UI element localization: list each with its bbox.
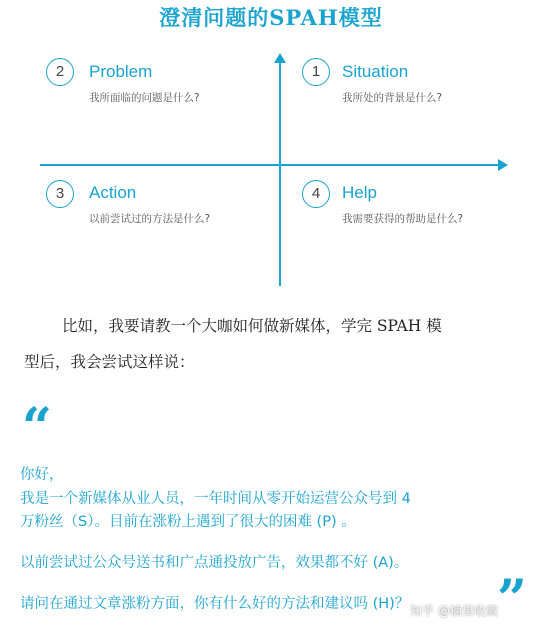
open-quote-icon: “	[22, 397, 52, 458]
message-line: 万粉丝（S）。目前在涨粉上遇到了很大的困难 (P) 。	[20, 514, 356, 530]
quadrant-number-badge: 2	[46, 58, 74, 86]
spah-quadrant-diagram	[0, 0, 542, 300]
quadrant-title: Help	[342, 183, 377, 202]
right-arrow-icon	[498, 159, 508, 171]
quadrant-title: Situation	[342, 62, 409, 81]
watermark: 知乎 @楠果收藏	[410, 604, 498, 618]
quadrant-title: Problem	[89, 62, 153, 81]
message-line: 我是一个新媒体从业人员，一年时间从零开始运营公众号到 4	[20, 491, 411, 507]
message-line: 以前尝试过公众号送书和广点通投放广告，效果都不好 (A)。	[20, 555, 409, 571]
message-greeting: 你好，	[20, 467, 64, 483]
quadrant-number-badge: 4	[302, 180, 330, 208]
quadrant-number-badge: 1	[302, 58, 330, 86]
page-title: 澄清问题的SPAH模型	[159, 5, 383, 30]
body-paragraph-line: 型后，我会尝试这样说：	[24, 353, 195, 371]
horizontal-axis	[40, 164, 502, 166]
quadrant-subtitle: 我所面临的问题是什么?	[89, 92, 200, 104]
vertical-axis	[279, 62, 281, 286]
quadrant-title: Action	[89, 183, 137, 202]
quadrant-subtitle: 以前尝试过的方法是什么?	[89, 213, 211, 225]
quadrant-number-badge: 3	[46, 180, 74, 208]
quadrant-subtitle: 我所处的背景是什么?	[342, 92, 443, 104]
close-quote-icon: ”	[497, 569, 527, 630]
body-paragraph-line: 比如，我要请教一个大咖如何做新媒体，学完 SPAH 模	[62, 317, 442, 335]
quadrant-subtitle: 我需要获得的帮助是什么?	[342, 213, 464, 225]
message-line: 请问在通过文章涨粉方面，你有什么好的方法和建议吗 (H)？	[20, 596, 410, 612]
up-arrow-icon	[274, 53, 286, 63]
